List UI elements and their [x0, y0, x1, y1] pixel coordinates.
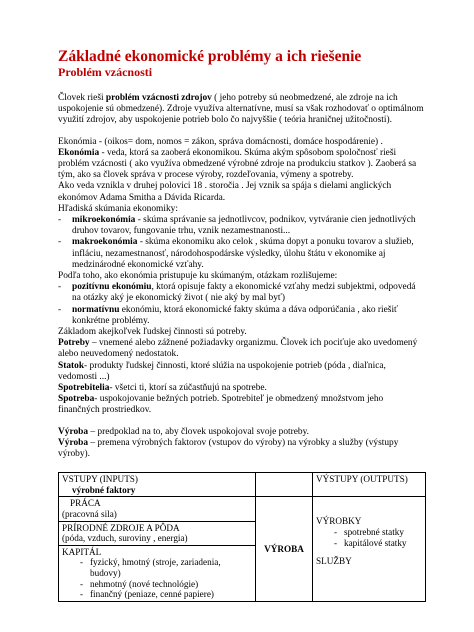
intro-text-rest: ( jeho potreby sú neobmedzené, ale zdroje na ich uspokojenie sú obmedzené). Zdroje využíva alternatívne, musí sa však rozhodovať o optimálnom využití zdrojov, aby uspokojenie potrieb bolo čo najvyššie ( teória hraničnej užitočnosti).: [58, 93, 424, 126]
vyroba-label: VÝROBA: [264, 543, 304, 554]
input-praca-cell: [59, 497, 256, 521]
input-praca: PRÁCA: [70, 498, 101, 509]
input-kapital: KAPITÁL: [62, 546, 102, 557]
list-item: - makroekonómia - skúma ekonomiku ako celok , skúma dopyt a ponuku tovarov a služieb, infláciu, nezamestnanosť, národohospodárske výsledky, úlohu štátu v ekonomike aj medzinárodné ekonomické vzťahy.: [58, 237, 424, 271]
outputs-header: VÝSTUPY (OUTPUTS): [316, 474, 408, 485]
production-table: [58, 472, 426, 602]
outputs-cell: [313, 497, 426, 601]
empty-cell: [256, 473, 313, 497]
economy-definition-2: Ekonómia - veda, ktorá sa zaoberá ekonomikou. Skúma akým spôsobom spoločnosť rieši problém vzácnosti ( ako využíva obmedzené výrobné zdroje na produkciu statkov ). Zaoberá sa tým, ako sa človek správa v procese výroby, rozdeľovania, výmeny a spotreby.: [58, 147, 417, 181]
input-priroda-desc: (póda, vzduch, suroviny , energia): [62, 533, 188, 544]
input-priroda-cell: [59, 521, 256, 545]
output-vyrobky: VÝROBKY: [316, 516, 362, 527]
document-body: [58, 93, 424, 460]
inputs-header: VSTUPY (INPUTS): [62, 474, 138, 485]
list-item: - mikroekonómia - skúma správanie sa jednotlivcov, podnikov, vytváranie cien jednotlivých druhov tovarov, fungovanie trhu, vznik nezamestnanosti...: [58, 215, 424, 237]
input-kapital-cell: [59, 545, 256, 601]
term-ekonomia-bold: Ekonómia: [58, 147, 100, 158]
approach-intro: Podľa toho, ako ekonómia pristupuje ku skúmaným, otázkam rozlišujeme:: [58, 271, 338, 282]
inputs-subheader: výrobné faktory: [72, 484, 136, 495]
intro-text-start: Človek rieši: [58, 93, 106, 103]
definition-statok: Statok- produkty ľudskej činnosti, ktoré slúžia na uspokojenie potrieb (póda , diaľnica, vedomosti ...): [58, 360, 386, 382]
list-item: - pozitívnu ekonómiu, ktorá opisuje fakty a ekonomické vzťahy medzi subjektmi, odpovedá na otázky aký je ekonomický život ( nie aký by mal byť): [58, 282, 424, 304]
output-vyrobky-list: [316, 527, 422, 548]
output-sluzby: SLUŽBY: [316, 556, 352, 567]
input-praca-desc: (pracovná sila): [62, 509, 117, 520]
list-item: - nehmotný (nové technológie): [80, 579, 252, 590]
approach-list: [58, 282, 424, 327]
outputs-header-cell: [313, 473, 426, 497]
definition-spotreba: Spotreba- uspokojovanie bežných potrieb. Spotrebiteľ je obmedzený množstvom jeho finančných prostriedkov.: [58, 394, 384, 416]
kapital-list: [62, 557, 252, 599]
list-item: - spotrebné statky: [334, 527, 422, 538]
definition-vyroba-2: Výroba – premena výrobných faktorov (vstupov do výroby) na výrobky a služby (výstupy výroby).: [58, 437, 399, 460]
economy-aspects-heading: Hľadiská skúmania ekonomiky:: [58, 203, 178, 214]
vyroba-cell: [256, 497, 313, 601]
list-item: - normatívnu ekonómiu, ktorá ekonomické fakty skúma a dáva odporúčania , ako riešiť konkrétne problémy.: [58, 305, 424, 327]
inputs-header-cell: [59, 473, 256, 497]
intro-paragraph: [58, 93, 424, 127]
definition-spotrebitelia: Spotrebitelia- všetci ti, ktorí sa zúčastňujú na spotrebe.: [58, 383, 267, 394]
economy-history: Ako veda vznikla v druhej polovici 18 . storočia . Jej vznik sa spája s dielami anglických ekonómov Adama Smitha a Dávida Ricarda.: [58, 181, 392, 203]
document-title: Základné ekonomické problémy a ich riešenie: [58, 48, 362, 65]
economy-aspects-list: [58, 215, 424, 271]
list-item: - finančný (peniaze, cenné papiere): [80, 589, 252, 600]
input-priroda: PRÍRODNÉ ZDROJE A PÔDA: [62, 522, 180, 533]
list-item: - fyzický, hmotný (stroje, zariadenia, budovy): [80, 557, 252, 578]
economy-definition-1: Ekonómia - (oikos= dom, nomos = zákon, správa domácnosti, domáce hospodárenie) .: [58, 136, 383, 147]
needs-intro: Základom akejkoľvek ľudskej činnosti sú potreby.: [58, 327, 247, 338]
definition-vyroba-1: Výroba – predpoklad na to, aby človek uspokojoval svoje potreby.: [58, 426, 310, 437]
definition-potreby: Potreby – vnemené alebo zážnené požiadavky organizmu. Človek ich pociťuje ako uvedomený alebo neuvedomený nedostatok.: [58, 338, 418, 360]
term-ekonomia: Ekonómia: [58, 136, 97, 147]
list-item: - kapitálové statky: [334, 538, 422, 549]
section-subtitle: Problém vzácnosti: [58, 65, 153, 79]
intro-term: problém vzácnosti zdrojov: [105, 93, 212, 103]
